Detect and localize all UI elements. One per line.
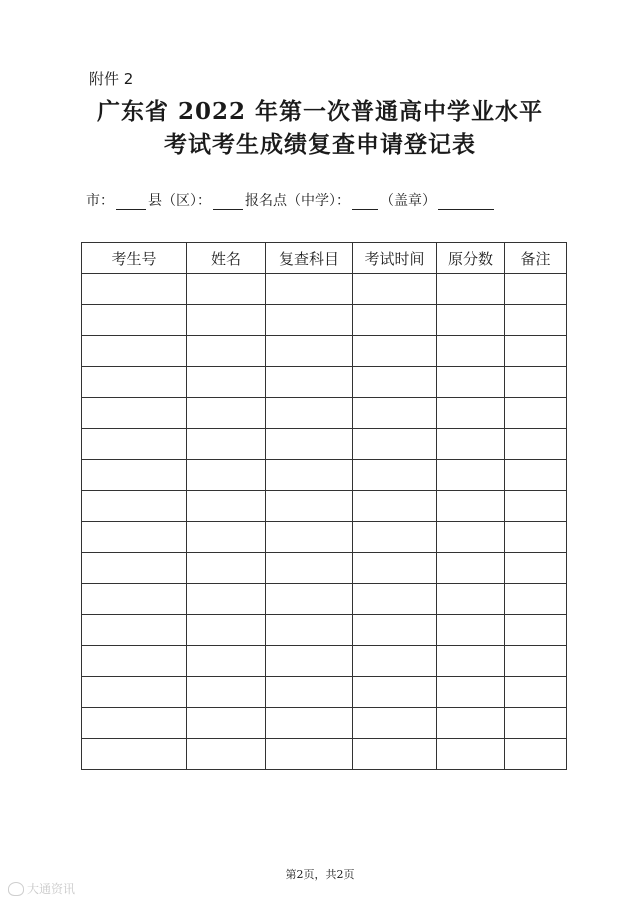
table-cell[interactable] (353, 429, 437, 460)
table-cell[interactable] (187, 336, 266, 367)
table-cell[interactable] (187, 429, 266, 460)
attachment-label: 附件 2 (89, 70, 134, 88)
table-cell[interactable] (187, 522, 266, 553)
table-row (82, 460, 567, 491)
table-cell[interactable] (437, 584, 505, 615)
site-blank[interactable] (352, 195, 378, 210)
table-cell[interactable] (505, 491, 567, 522)
table-cell[interactable] (266, 491, 353, 522)
table-cell[interactable] (505, 367, 567, 398)
table-cell[interactable] (82, 491, 187, 522)
table-cell[interactable] (187, 739, 266, 770)
table-cell[interactable] (353, 274, 437, 305)
table-cell[interactable] (82, 646, 187, 677)
document-title-line-2: 考试考生成绩复查申请登记表 (164, 131, 476, 158)
table-cell[interactable] (505, 584, 567, 615)
table-row (82, 398, 567, 429)
table-cell[interactable] (187, 646, 266, 677)
table-row (82, 677, 567, 708)
city-blank[interactable] (116, 195, 146, 210)
table-cell[interactable] (505, 460, 567, 491)
table-cell[interactable] (266, 336, 353, 367)
header-original-score: 原分数 (437, 243, 505, 274)
table-cell[interactable] (505, 305, 567, 336)
table-cell[interactable] (266, 429, 353, 460)
table-cell[interactable] (187, 367, 266, 398)
table-cell[interactable] (353, 305, 437, 336)
table-cell[interactable] (437, 491, 505, 522)
seal-blank[interactable] (438, 195, 494, 210)
table-cell[interactable] (266, 367, 353, 398)
table-cell[interactable] (353, 708, 437, 739)
table-row (82, 367, 567, 398)
table-row (82, 584, 567, 615)
table-cell[interactable] (437, 367, 505, 398)
table-cell[interactable] (187, 708, 266, 739)
table-cell[interactable] (437, 677, 505, 708)
county-blank[interactable] (213, 195, 243, 210)
table-cell[interactable] (505, 708, 567, 739)
table-cell[interactable] (187, 615, 266, 646)
table-row (82, 739, 567, 770)
table-cell[interactable] (82, 553, 187, 584)
table-cell[interactable] (187, 274, 266, 305)
table-cell[interactable] (82, 522, 187, 553)
table-row (82, 615, 567, 646)
registration-table (81, 242, 567, 770)
seal-label: （盖章） (380, 193, 436, 209)
table-cell[interactable] (266, 677, 353, 708)
header-remarks: 备注 (505, 243, 567, 274)
table-cell[interactable] (437, 553, 505, 584)
table-cell[interactable] (82, 398, 187, 429)
header-exam-time: 考试时间 (353, 243, 437, 274)
table-cell[interactable] (82, 739, 187, 770)
table-row (82, 429, 567, 460)
table-cell[interactable] (187, 677, 266, 708)
table-cell[interactable] (437, 615, 505, 646)
table-cell[interactable] (187, 305, 266, 336)
table-cell[interactable] (437, 305, 505, 336)
table-cell[interactable] (505, 646, 567, 677)
table-cell[interactable] (353, 460, 437, 491)
table-cell[interactable] (353, 522, 437, 553)
table-cell[interactable] (266, 739, 353, 770)
table-cell[interactable] (437, 274, 505, 305)
table-cell[interactable] (266, 708, 353, 739)
table-cell[interactable] (187, 553, 266, 584)
table-cell[interactable] (82, 615, 187, 646)
table-row (82, 274, 567, 305)
table-cell[interactable] (437, 708, 505, 739)
table-cell[interactable] (505, 398, 567, 429)
table-cell[interactable] (82, 429, 187, 460)
table-cell[interactable] (187, 491, 266, 522)
fill-in-row (86, 190, 496, 210)
table-cell[interactable] (82, 677, 187, 708)
table-cell[interactable] (82, 584, 187, 615)
table-cell[interactable] (353, 491, 437, 522)
table-cell[interactable] (505, 615, 567, 646)
watermark-text: 大通资讯 (27, 882, 76, 896)
table-cell[interactable] (353, 677, 437, 708)
table-cell[interactable] (353, 584, 437, 615)
table-cell[interactable] (187, 460, 266, 491)
table-body (82, 274, 567, 770)
city-label: 市： (86, 193, 114, 209)
site-label: 报名点（中学）： (245, 193, 350, 209)
table-cell[interactable] (82, 460, 187, 491)
table-cell[interactable] (353, 739, 437, 770)
table-cell[interactable] (505, 274, 567, 305)
table-cell[interactable] (505, 336, 567, 367)
table-cell[interactable] (266, 398, 353, 429)
header-exam-number: 考生号 (82, 243, 187, 274)
table-row (82, 708, 567, 739)
table-cell[interactable] (505, 429, 567, 460)
table-cell[interactable] (187, 398, 266, 429)
header-review-subject: 复查科目 (266, 243, 353, 274)
header-name: 姓名 (187, 243, 266, 274)
watermark-logo-icon (8, 882, 24, 896)
table-cell[interactable] (266, 584, 353, 615)
table-cell[interactable] (437, 336, 505, 367)
table-cell[interactable] (82, 336, 187, 367)
table-row (82, 336, 567, 367)
document-title-line-1: 广东省 2022 年第一次普通高中学业水平 (96, 98, 544, 125)
table-cell[interactable] (353, 336, 437, 367)
table-header-row (82, 243, 567, 274)
table-cell[interactable] (82, 305, 187, 336)
table-cell[interactable] (353, 615, 437, 646)
table-cell[interactable] (187, 584, 266, 615)
watermark (8, 880, 75, 897)
table-cell[interactable] (266, 615, 353, 646)
table-cell[interactable] (353, 553, 437, 584)
table-cell[interactable] (82, 367, 187, 398)
table-cell[interactable] (437, 460, 505, 491)
table-cell[interactable] (266, 646, 353, 677)
table-cell[interactable] (266, 460, 353, 491)
county-label: 县（区）： (148, 193, 211, 209)
table-row (82, 553, 567, 584)
table-cell[interactable] (353, 646, 437, 677)
table-cell[interactable] (505, 677, 567, 708)
table-cell[interactable] (505, 739, 567, 770)
table-cell[interactable] (266, 553, 353, 584)
table-cell[interactable] (266, 522, 353, 553)
page-footer: 第2页，共2页 (285, 868, 355, 881)
table-cell[interactable] (266, 274, 353, 305)
table-cell[interactable] (437, 429, 505, 460)
table-cell[interactable] (82, 708, 187, 739)
table-cell[interactable] (353, 367, 437, 398)
table-cell[interactable] (437, 398, 505, 429)
table-row (82, 305, 567, 336)
table-row (82, 491, 567, 522)
table-cell[interactable] (82, 274, 187, 305)
table-cell[interactable] (266, 305, 353, 336)
table-cell[interactable] (505, 553, 567, 584)
table-cell[interactable] (437, 522, 505, 553)
table-cell[interactable] (505, 522, 567, 553)
table-cell[interactable] (437, 646, 505, 677)
table-row (82, 522, 567, 553)
table-row (82, 646, 567, 677)
table-cell[interactable] (437, 739, 505, 770)
table-cell[interactable] (353, 398, 437, 429)
